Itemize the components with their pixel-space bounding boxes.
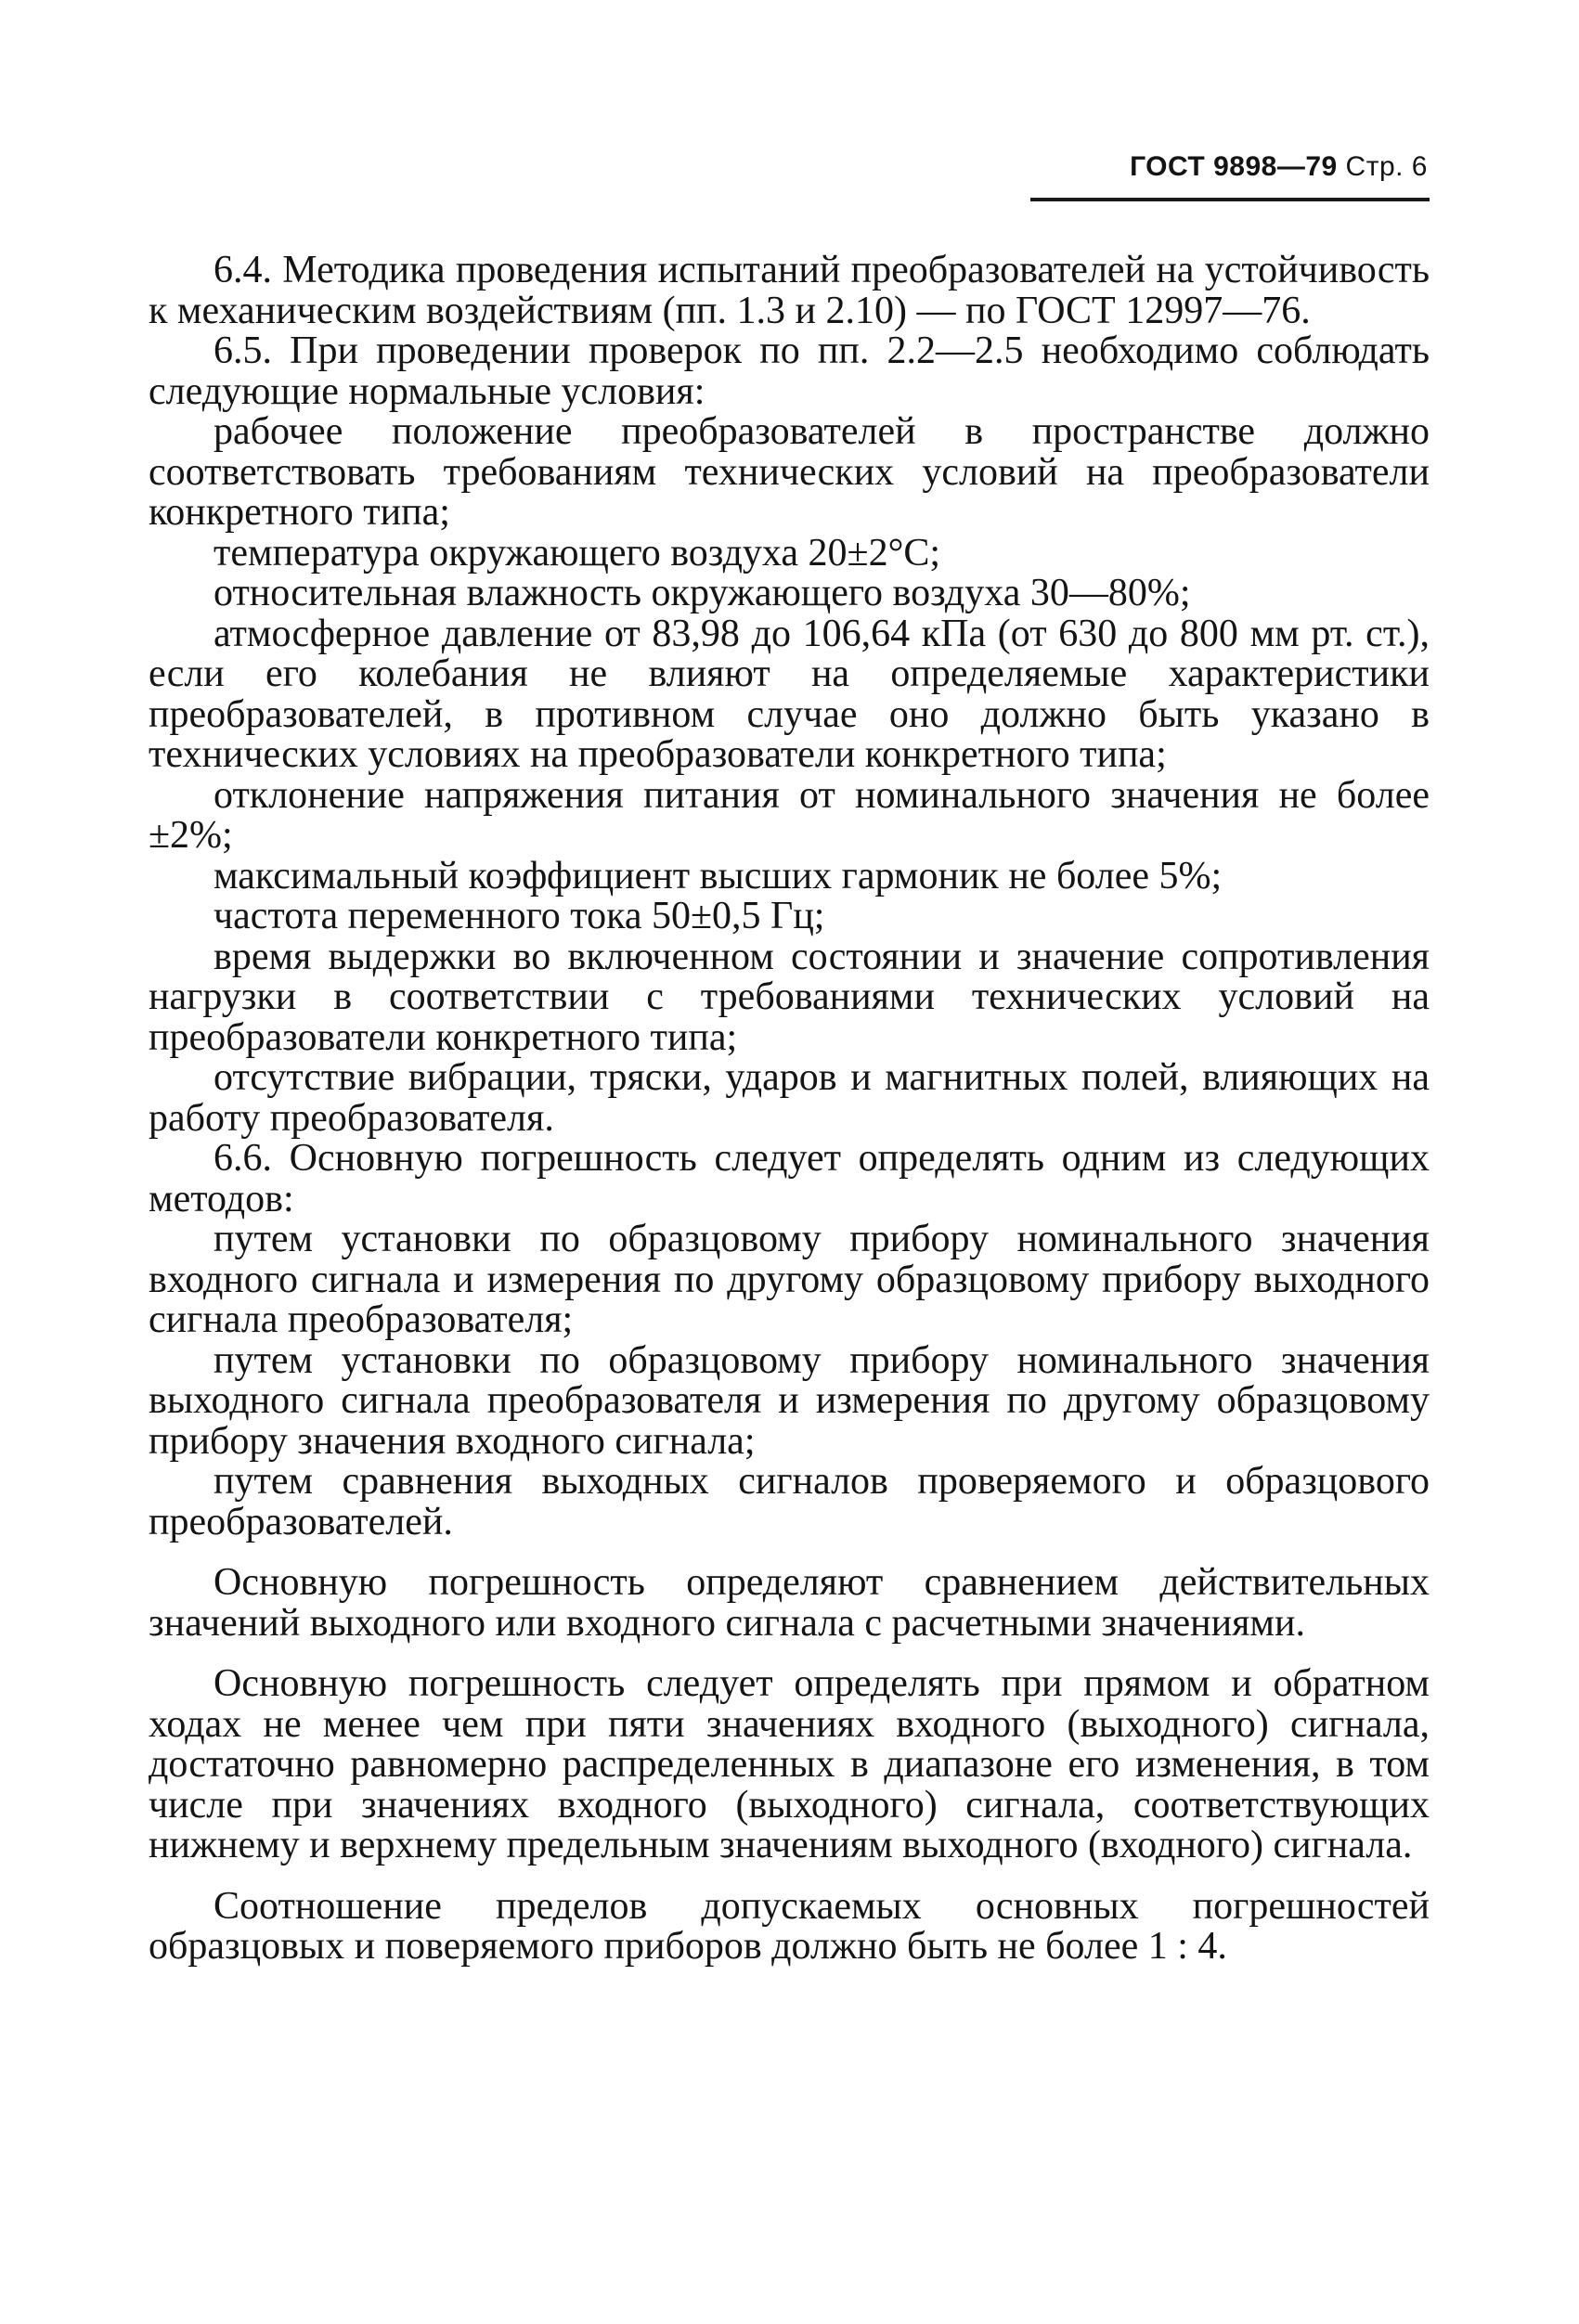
method-comparison: путем сравнения выходных сигналов проверяемого и образцового преобразователей. [149, 1460, 1430, 1543]
page-header [1030, 151, 1428, 183]
paragraph-6-4: 6.4. Методика проведения испытаний преобразователей на устойчивость к механическим воздействиям (пп. 1.3 и 2.10) — по ГОСТ 12997—76. [149, 249, 1430, 332]
paragraph-forward-reverse: Основную погрешность следует определять при прямом и обратном ходах не менее чем при пяти значениях входного (выходного) сигнала, достаточно равномерно распределенных в диапазоне его изменения, в том числе при значениях входного (выходного) сигнала, соответствующих нижнему и верхнему предельным значениям выходного (входного) сигнала. [149, 1662, 1430, 1866]
condition-working-position: рабочее положение преобразователей в пространстве должно соответствовать требованиям технических условий на преобразователи конкретного типа; [149, 410, 1430, 534]
document-body [149, 251, 1430, 1968]
paragraph-6-6: 6.6. Основную погрешность следует определять одним из следующих методов: [149, 1137, 1430, 1220]
condition-frequency: частота переменного тока 50±0,5 Гц; [214, 895, 825, 937]
condition-humidity: относительная влажность окружающего воздуха 30—80%; [214, 572, 1191, 614]
document-code: ГОСТ 9898—79 [1130, 151, 1338, 182]
method-output-setting: путем установки по образцовому прибору номинального значения выходного сигнала преобразователя и измерения по другому образцовому прибору значения входного сигнала; [149, 1338, 1430, 1463]
condition-pressure: атмосферное давление от 83,98 до 106,64 кПа (от 630 до 800 мм рт. ст.), если его колебания не влияют на определяемые характеристики преобразователей, в противном случае оно должно быть указано в технических условиях на преобразователи конкретного типа; [149, 612, 1430, 776]
condition-harmonics: максимальный коэффициент высших гармоник не более 5%; [214, 854, 1223, 897]
page-number: Стр. 6 [1345, 151, 1428, 182]
paragraph-error-determination: Основную погрешность определяют сравнением действительных значений выходного или входного сигнала с расчетными значениями. [149, 1561, 1430, 1645]
condition-voltage: отклонение напряжения питания от номинального значения не более ±2%; [149, 773, 1430, 857]
condition-hold-time: время выдержки во включенном состоянии и значение сопротивления нагрузки в соответствии с требованиями технических условий на преобразователи конкретного типа; [149, 935, 1430, 1059]
method-input-setting: путем установки по образцовому прибору номинального значения входного сигнала и измерения по другому образцовому прибору выходного сигнала преобразователя; [149, 1218, 1430, 1341]
paragraph-error-ratio: Соотношение пределов допускаемых основных погрешностей образцовых и поверяемого приборов должно быть не более 1 : 4. [149, 1884, 1430, 1968]
condition-temperature: температура окружающего воздуха 20±2°С; [214, 531, 941, 575]
paragraph-6-5: 6.5. При проведении проверок по пп. 2.2—2.5 необходимо соблюдать следующие нормальные условия: [149, 329, 1430, 413]
header-rule [1030, 198, 1430, 201]
condition-no-vibration: отсутствие вибрации, тряски, ударов и магнитных полей, влияющих на работу преобразователя. [149, 1056, 1430, 1140]
